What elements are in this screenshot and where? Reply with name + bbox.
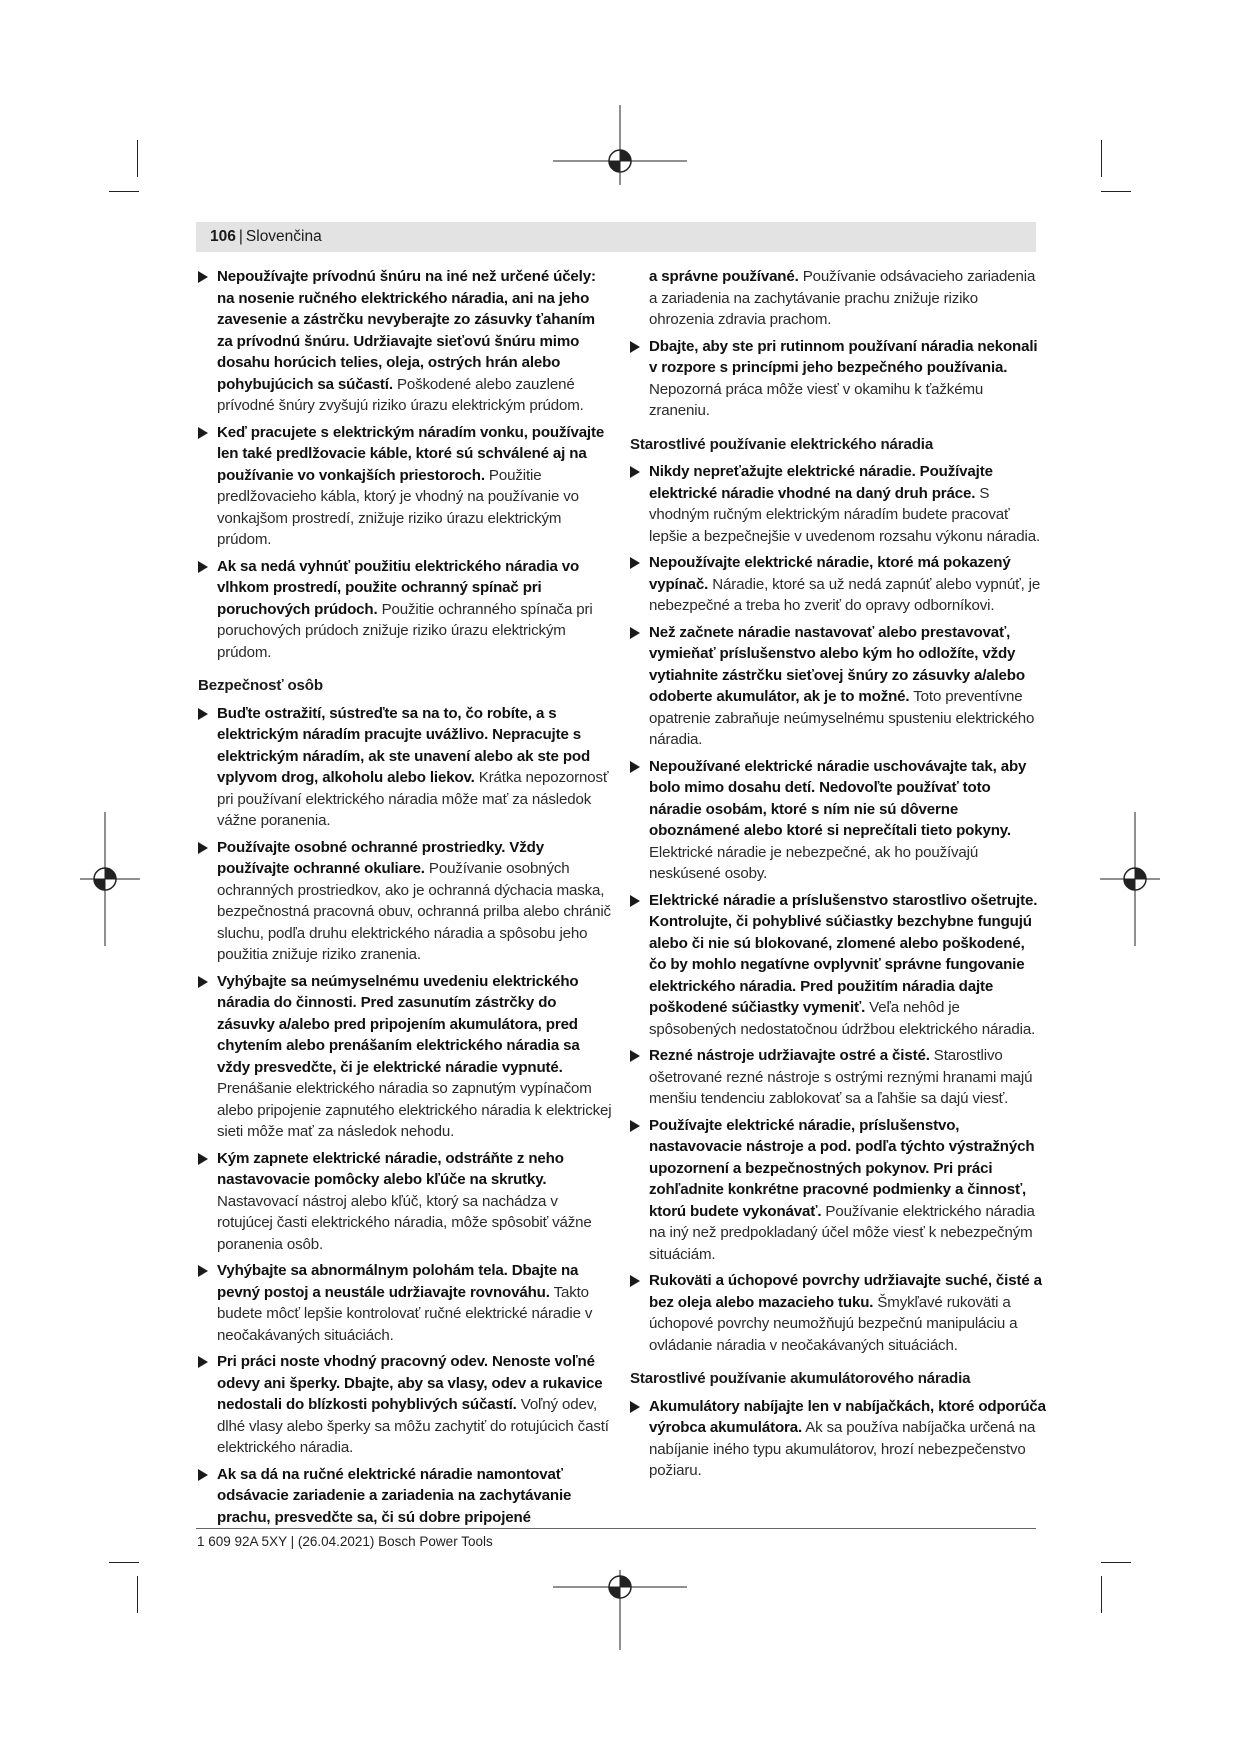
list-item [198, 556, 614, 664]
warning-bold: Rezné nástroje udržiavajte ostré a čisté. [649, 1047, 930, 1064]
warning-bold: Dbajte, aby ste pri rutinnom používaní náradia nekonali v rozpore s princípmi jeho bezpečného používania. [649, 337, 1038, 376]
warning-bold: Rukoväti a úchopové povrchy udržiavajte suché, čisté a bez oleja alebo mazacieho tuku. [649, 1272, 1042, 1311]
warning-bold: Používajte elektrické náradie, príslušenstvo, nastavovacie nástroje a pod. podľa týchto výstražných upozornení a bezpečnostných pokynov. Pri práci zohľadnite konkrétne pracovné podmienky a činnosť, ktorú budete vykonávať. [649, 1116, 1035, 1220]
warning-text: Voľný odev, dlhé vlasy alebo šperky sa môžu zachytiť do rotujúcich častí elektrického náradia. [217, 1396, 609, 1456]
warning-text: Nepozorná práca môže viesť v okamihu k ťažkému zraneniu. [649, 380, 984, 419]
bullet-arrow-icon [630, 557, 640, 569]
warning-text: S vhodným ručným elektrickým náradím budete pracovať lepšie a bezpečnejšie v uvedenom rozsahu výkonu náradia. [649, 484, 1040, 545]
warning-text: Šmykľavé rukoväti a úchopové povrchy neumožňujú bezpečnú manipuláciu a ovládanie náradia v neočakávaných situáciách. [649, 1293, 1018, 1354]
list-item [630, 336, 1046, 422]
bullet-arrow-icon [198, 427, 208, 439]
list-item [198, 266, 614, 417]
warning-text: Nastavovací nástroj alebo kľúč, ktorý sa nachádza v rotujúcej časti elektrického náradia, môže spôsobiť vážne poranenia osôb. [217, 1192, 592, 1253]
list-item [198, 1148, 614, 1256]
page-footer: 1 609 92A 5XY | (26.04.2021) Bosch Power Tools [197, 1534, 493, 1549]
warning-bold: Vyhýbajte sa abnormálnym polohám tela. Dbajte na pevný postoj a neustále udržiavajte rovnováhu. [217, 1262, 579, 1301]
warning-text: Používanie elektrického náradia na iný než predpokladaný účel môže viesť k nebezpečným situáciám. [649, 1202, 1035, 1263]
warning-text: Použitie ochranného spínača pri poruchových prúdoch znižuje riziko úrazu elektrickým prúdom. [217, 600, 593, 661]
bullet-arrow-icon [630, 627, 640, 639]
crop-mark [137, 140, 138, 177]
warning-text: Takto budete môcť lepšie kontrolovať ručné elektrické náradie v neočakávaných situáciách. [217, 1283, 593, 1344]
list-item [630, 552, 1046, 617]
warning-bold: Používajte osobné ochranné prostriedky. Vždy používajte ochranné okuliare. [217, 838, 544, 877]
bullet-arrow-icon [630, 761, 640, 773]
list-item [630, 1115, 1046, 1266]
bullet-arrow-icon [198, 1356, 208, 1368]
bullet-arrow-icon [198, 976, 208, 988]
crop-mark [1101, 1562, 1131, 1563]
warning-bold: Nepoužívané elektrické náradie uschovávajte tak, aby bolo mimo dosahu detí. Nedovoľte používať toto náradie osobám, ktoré s ním nie sú dôverne oboznámené alebo ktoré si neprečítali tieto pokyny. [649, 757, 1027, 839]
warning-text: Používanie osobných ochranných prostriedkov, ako je ochranná dýchacia maska, bezpečnostná pracovná obuv, ochranná prilba alebo chránič sluchu, podľa druhu elektrického náradia a spôsobu jeho použitia znižuje riziko zranenia. [217, 860, 611, 963]
bullet-arrow-icon [630, 1401, 640, 1413]
warning-text: Použitie predlžovacieho kábla, ktorý je vhodný na používanie vo vonkajšom prostredí, znižuje riziko úrazu elektrickým prúdom. [217, 466, 579, 548]
bullet-arrow-icon [198, 561, 208, 573]
bullet-arrow-icon [198, 1153, 208, 1165]
list-item [630, 756, 1046, 885]
footer-rule [196, 1528, 1036, 1529]
right-column [630, 266, 1046, 1487]
section-heading: Starostlivé používanie akumulátorového náradia [630, 1370, 971, 1387]
warning-text: Elektrické náradie je nebezpečné, ak ho používajú neskúsené osoby. [649, 843, 979, 882]
list-item [630, 1045, 1046, 1110]
warning-text: Prenášanie elektrického náradia so zapnutým vypínačom alebo pripojenie zapnutého elektrického náradia k elektrickej sieti môže mať za následok nehodu. [217, 1080, 612, 1140]
warning-bold: Pri práci noste vhodný pracovný odev. Nenoste voľné odevy ani šperky. Dbajte, aby sa vlasy, odev a rukavice nedostali do blízkosti pohyblivých súčastí. [217, 1353, 603, 1413]
list-item [630, 461, 1046, 547]
section-heading: Bezpečnosť osôb [198, 677, 323, 694]
bullet-arrow-icon [198, 271, 208, 283]
page-number: 106 [210, 228, 236, 245]
warning-text: Veľa nehôd je spôsobených nedostatočnou údržbou elektrického náradia. [649, 999, 1036, 1038]
warning-bold: Nikdy nepreťažujte elektrické náradie. Používajte elektrické náradie vhodné na daný druh práce. [649, 463, 993, 502]
crop-mark [1101, 191, 1131, 192]
warning-text: Poškodené alebo zauzlené prívodné šnúry zvyšujú riziko úrazu elektrickým prúdom. [217, 375, 584, 414]
crop-mark [1101, 1576, 1102, 1613]
crop-mark [137, 1576, 138, 1613]
list-item [198, 971, 614, 1143]
registration-mark-icon [1100, 812, 1160, 946]
crop-mark [1101, 140, 1102, 177]
left-column [198, 266, 614, 1533]
header-separator: | [238, 228, 243, 245]
warning-bold: Ak sa dá na ručné elektrické náradie namontovať odsávacie zariadenie a zariadenia na zachytávanie prachu, presvedčte sa, či sú dobre pripojené [217, 1465, 572, 1526]
crop-mark [109, 191, 139, 192]
list-item [198, 703, 614, 832]
list-item-continuation [630, 266, 1046, 331]
header-language: Slovenčina [245, 228, 322, 245]
list-item [198, 1351, 614, 1459]
warning-bold: Buďte ostražití, sústreďte sa na to, čo robíte, a s elektrickým náradím pracujte uvážlivo. Nepracujte s elektrickým náradím, ak ste unavení alebo ak ste pod vplyvom drog, alkoholu alebo liekov. [217, 704, 591, 786]
warning-text: Ak sa používa nabíjačka určená na nabíjanie iného typu akumulátorov, hrozí nebezpečenstvo požiaru. [649, 1419, 1036, 1479]
warning-text: Náradie, ktoré sa už nedá zapnúť alebo vypnúť, je nebezpečné a treba ho zveriť do opravy odborníkovi. [649, 575, 1041, 614]
warning-text: Toto preventívne opatrenie zabraňuje neúmyselnému spusteniu elektrického náradia. [649, 688, 1035, 748]
bullet-arrow-icon [198, 1265, 208, 1277]
bullet-arrow-icon [198, 842, 208, 854]
warning-text: Starostlivo ošetrované rezné nástroje s ostrými reznými hranami majú menšiu tendenciu zablokovať sa a ľahšie sa dajú viesť. [649, 1047, 1033, 1107]
bullet-arrow-icon [630, 1050, 640, 1062]
warning-bold: Vyhýbajte sa neúmyselnému uvedeniu elektrického náradia do činnosti. Pred zasunutím zástrčky do zásuvky a/alebo pred pripojením akumulátora, pred chytením alebo prenášaním elektrického náradia sa vždy presvedčte, či je elektrické náradie vypnuté. [217, 972, 580, 1076]
registration-mark-icon [553, 1570, 687, 1650]
warning-text: Krátka nepozornosť pri používaní elektrického náradia môže mať za následok vážne poranenia. [217, 769, 609, 829]
registration-mark-icon [80, 812, 140, 946]
bullet-arrow-icon [198, 1469, 208, 1481]
bullet-arrow-icon [198, 708, 208, 720]
warning-bold: Než začnete náradie nastavovať alebo prestavovať, vymieňať príslušenstvo alebo kým ho odložíte, vždy vytiahnite zástrčku sieťovej šnúry zo zásuvky a/alebo odoberte akumulátor, ak je to možné. [649, 623, 1025, 705]
warning-bold: Elektrické náradie a príslušenstvo starostlivo ošetrujte. Kontrolujte, či pohyblivé súčiastky bezchybne fungujú alebo či nie sú blokované, zlomené alebo poškodené, čo by mohlo negatívne ovplyvniť správne fungovanie elektrického náradia. Pred použitím náradia dajte poškodené súčiastky vymeniť. [649, 891, 1038, 1016]
warning-bold: Ak sa nedá vyhnúť použitiu elektrického náradia vo vlhkom prostredí, použite ochranný spínač pri poruchových prúdoch. [217, 557, 580, 618]
list-item [198, 1260, 614, 1346]
bullet-arrow-icon [630, 466, 640, 478]
bullet-arrow-icon [630, 895, 640, 907]
warning-bold: Keď pracujete s elektrickým náradím vonku, používajte len také predlžovacie káble, ktoré sú schválené aj na používanie vo vonkajších priestoroch. [217, 423, 605, 484]
warning-bold: a správne používané. [649, 268, 799, 285]
list-item [198, 1464, 614, 1529]
warning-bold: Akumulátory nabíjajte len v nabíjačkách, ktoré odporúča výrobca akumulátora. [649, 1397, 1046, 1436]
warning-bold: Nepoužívajte prívodnú šnúru na iné než určené účely: na nosenie ručného elektrického náradia, ani na jeho zavesenie a zástrčku nevyberajte zo zásuvky ťahaním za prívodnú šnúru. Udržiavajte sieťovú šnúru mimo dosahu horúcich telies, oleja, ostrých hrán alebo pohybujúcich sa súčastí. [217, 268, 596, 393]
crop-mark [109, 1562, 139, 1563]
list-item [198, 837, 614, 966]
list-item [198, 422, 614, 551]
list-item [630, 1270, 1046, 1356]
section-heading: Starostlivé používanie elektrického náradia [630, 435, 934, 453]
bullet-arrow-icon [630, 1120, 640, 1132]
warning-text: Používanie odsávacieho zariadenia a zariadenia na zachytávanie prachu znižuje riziko ohrozenia zdravia prachom. [649, 268, 1036, 328]
warning-bold: Nepoužívajte elektrické náradie, ktoré má pokazený vypínač. [649, 554, 1011, 593]
list-item [630, 1396, 1046, 1482]
bullet-arrow-icon [630, 1275, 640, 1287]
bullet-arrow-icon [630, 341, 640, 353]
page-header [196, 222, 1036, 252]
list-item [630, 622, 1046, 751]
registration-mark-icon [553, 105, 687, 185]
list-item [630, 890, 1046, 1041]
warning-bold: Kým zapnete elektrické náradie, odstráňte z neho nastavovacie pomôcky alebo kľúče na skrutky. [217, 1149, 564, 1188]
